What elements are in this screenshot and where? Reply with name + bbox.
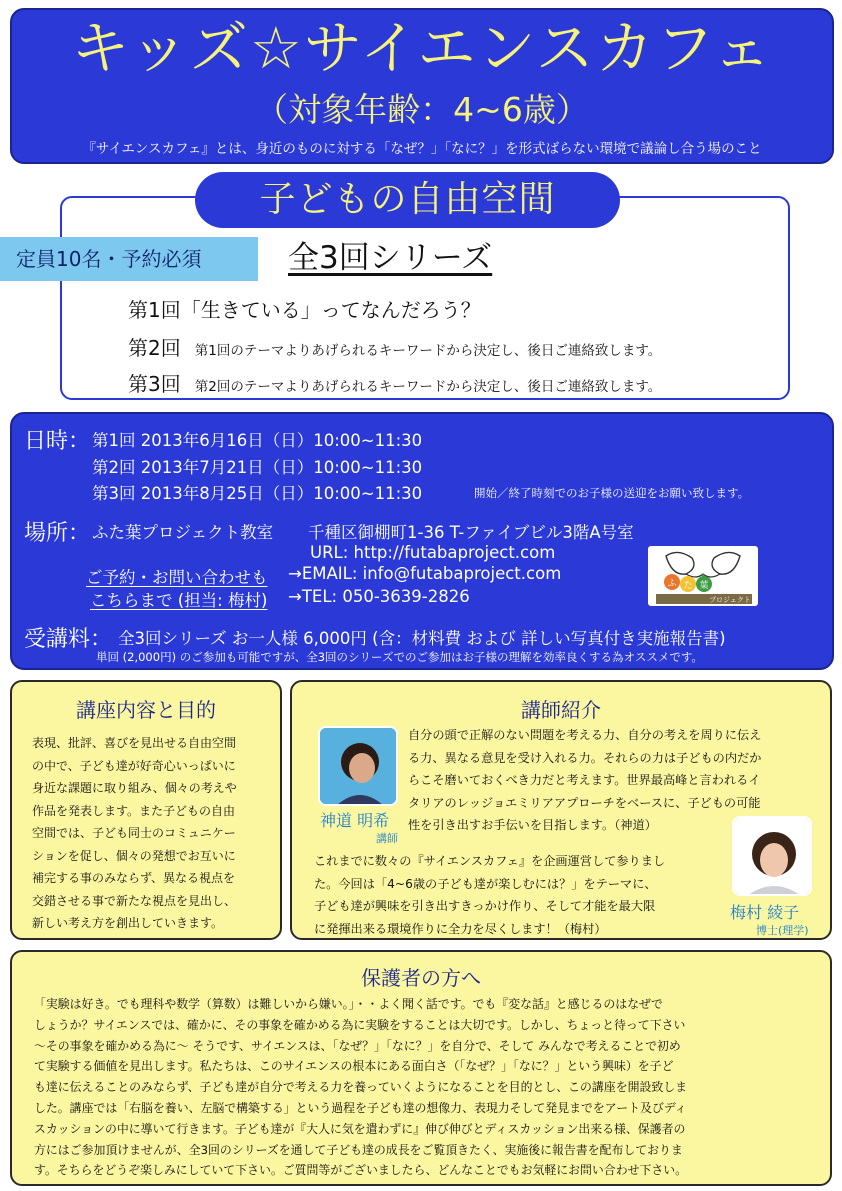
parents-line: した。講座では「右脳を養い、左脳で構築する」という過程を子ども達の想像力、表現力そして発見までをアート及びディ: [34, 1100, 687, 1115]
fee-text: 全3回シリーズ お一人様 6,000円 (含：材料費 および 詳しい写真付き実施報告書): [118, 629, 726, 648]
series-title: 全3回シリーズ: [288, 240, 493, 276]
place-label: 場所：: [24, 521, 91, 546]
header-banner: [10, 8, 834, 164]
parents-text: [34, 994, 824, 1181]
course-line: 作品を発表します。また子どもの自由: [32, 803, 236, 818]
bio-line: る力、異なる意見を受け入れる力。それらの力は子どもの内だか: [408, 750, 762, 765]
parents-line: しょうか？サイエンスでは、確かに、その事象を確かめる為に実験をすることは大切です。しかし、ちょっと待って下さい: [34, 1017, 686, 1032]
logo-char-1: ふ: [667, 579, 677, 589]
course-box: [10, 680, 282, 940]
contact-person-link[interactable]: こちらまで (担当: 梅村): [90, 591, 268, 610]
parents-line: 方にはご参加頂けませんが、全3回のシリーズを通して子ども達の成長をご覧頂きたく、実施後に報告書を配布しておりま: [34, 1142, 683, 1157]
parents-title: 保護者の方へ: [361, 966, 481, 990]
session-3-label: 第3回: [128, 372, 181, 396]
instructor-1-name: 神道 明希: [320, 811, 390, 830]
address: 千種区御棚町1-36 T-ファイブビル3階A号室: [308, 523, 634, 542]
bio-line: に発揮出来る環境作りに全力を尽くします！（梅村）: [314, 921, 607, 936]
course-line: 身近な課題に取り組み、個々の考えや: [32, 781, 237, 795]
instructor-1-avatar: [318, 726, 398, 806]
bio-line: 性を引き出すお手伝いを目指します。（神道）: [408, 818, 657, 832]
contact-link[interactable]: ご予約・お問い合わせも: [86, 568, 268, 587]
email-address[interactable]: →EMAIL: info@futabaproject.com: [288, 564, 562, 583]
parents-line: スカッションの中に導いて行きます。子ども達が『大人に気を遣わずに』伸び伸びとディスカッション出来る様、保護者の: [34, 1121, 686, 1136]
instructors-box: [290, 680, 832, 940]
bio-line: た。今回は「4~6歳の子ども達が楽しむには？」をテーマに、: [314, 876, 657, 891]
course-line: ションを促し、個々の発想でお互いに: [32, 848, 236, 863]
bio-line: 自分の頭で正解のない問題を考える力、自分の考えを周りに伝え: [408, 728, 762, 742]
instructor-2-role: 博士(理学): [756, 924, 809, 937]
fee-note: 単回 (2,000円) のご参加も可能ですが、全3回のシリーズでのご参加はお子様の理解を効率良くする為オススメです。: [96, 650, 703, 664]
logo-text: プロジェクト: [709, 596, 751, 604]
session-3: [128, 368, 661, 397]
person-photo-icon: [734, 818, 812, 896]
session-2-text: 第1回のテーマよりあげられるキーワードから決定し、後日ご連絡致します。: [194, 343, 662, 359]
place-name: ふた葉プロジェクト教室: [92, 523, 274, 542]
series-banner: 子どもの自由空間: [195, 172, 620, 228]
futaba-logo: [648, 546, 758, 606]
course-title: 講座内容と目的: [76, 698, 216, 722]
instructor-2-bio: [314, 850, 724, 940]
session-2: [128, 332, 661, 361]
parents-line: 〜その事象を確かめる為に〜 そうです、サイエンスは、「なぜ？」「なに？」を自分で、そして みんなで考えることで初め: [34, 1038, 681, 1053]
course-line: 交錯させる事で新たな視点を見出し、: [32, 893, 237, 908]
bio-line: 子ども達が興味を引き出すきっかけ作り、そして才能を最大限: [314, 899, 656, 913]
parents-line: も達に伝えることのみならず、子ども達が自分で考える力を養っていくようになることを目的とし、この講座を開設致しま: [34, 1080, 688, 1095]
session-2-label: 第2回: [128, 336, 181, 360]
phone-number[interactable]: →TEL: 050-3639-2826: [288, 587, 470, 606]
instructors-title: 講師紹介: [521, 698, 601, 722]
course-line: 空間では、子ども同士のコミュニケー: [32, 826, 236, 840]
event-title: キッズ☆サイエンスカフェ: [71, 14, 773, 82]
date-label: 日時：: [24, 429, 91, 454]
date-1: 第1回 2013年6月16日（日）10:00~11:30: [92, 431, 423, 450]
bio-line: タリアのレッジョエミリアアプローチをベースに、子どもの可能: [408, 795, 761, 810]
date-2: 第2回 2013年7月21日（日）10:00~11:30: [92, 458, 423, 477]
science-cafe-description: 『サイエンスカフェ』とは、身近のものに対する「なぜ？」「なに？」を形式ばらない環境で議論し合う場のこと: [82, 141, 762, 157]
course-line: 補完する事のみならず、異なる視点を: [32, 871, 236, 885]
bio-line: らこそ磨いておくべき力だと考えます。世界最高峰と言われるイ: [408, 773, 761, 787]
parents-line: す。そちらをどうぞ楽しみにしていて下さい。ご質問等がございましたら、どんなことでもお気軽にお問い合わせ下さい。: [34, 1163, 688, 1178]
parents-box: [10, 950, 832, 1186]
pickup-note: 開始／終了時刻でのお子様の送迎をお願い致します。: [474, 486, 750, 500]
session-1: 第1回「生きている」ってなんだろう？: [128, 298, 481, 322]
person-photo-icon: [320, 728, 398, 806]
instructor-2-name: 梅村 綾子: [730, 903, 800, 922]
session-3-text: 第2回のテーマよりあげられるキーワードから決定し、後日ご連絡致します。: [194, 379, 662, 395]
logo-char-3: 葉: [699, 581, 709, 591]
parents-line: て実験する価値を見出します。私たちは、このサイエンスの根本にある面白さ（「なぜ？」「なに？」という興味）を子ど: [34, 1059, 674, 1074]
course-line: 表現、批評、喜びを見出せる自由空間: [32, 736, 237, 750]
course-line: の中で、子ども達が好奇心いっぱいに: [32, 758, 236, 773]
fee-label: 受講料：: [24, 627, 113, 652]
course-line: 新しい考え方を創出していきます。: [32, 916, 224, 930]
instructor-2-avatar: [732, 816, 812, 896]
event-info-box: [10, 412, 834, 670]
website-url[interactable]: URL: http://futabaproject.com: [310, 543, 556, 562]
parents-line: 「実験は好き。でも理科や数学（算数）は難しいから嫌い。」・・よく聞く話です。でも『変な話』と感じるのはなぜで: [34, 997, 663, 1011]
date-3: 第3回 2013年8月25日（日）10:00~11:30: [92, 484, 423, 503]
instructor-1-role: 講師: [376, 832, 398, 845]
sprout-logo-icon: [648, 546, 758, 606]
course-text: [32, 732, 272, 935]
bio-line: これまでに数々の『サイエンスカフェ』を企画運営して参りまし: [314, 854, 666, 868]
capacity-badge: 定員10名・予約必須: [0, 237, 258, 281]
logo-char-2: た: [683, 581, 693, 591]
age-subtitle: （対象年齢：4~6歳）: [255, 90, 589, 129]
